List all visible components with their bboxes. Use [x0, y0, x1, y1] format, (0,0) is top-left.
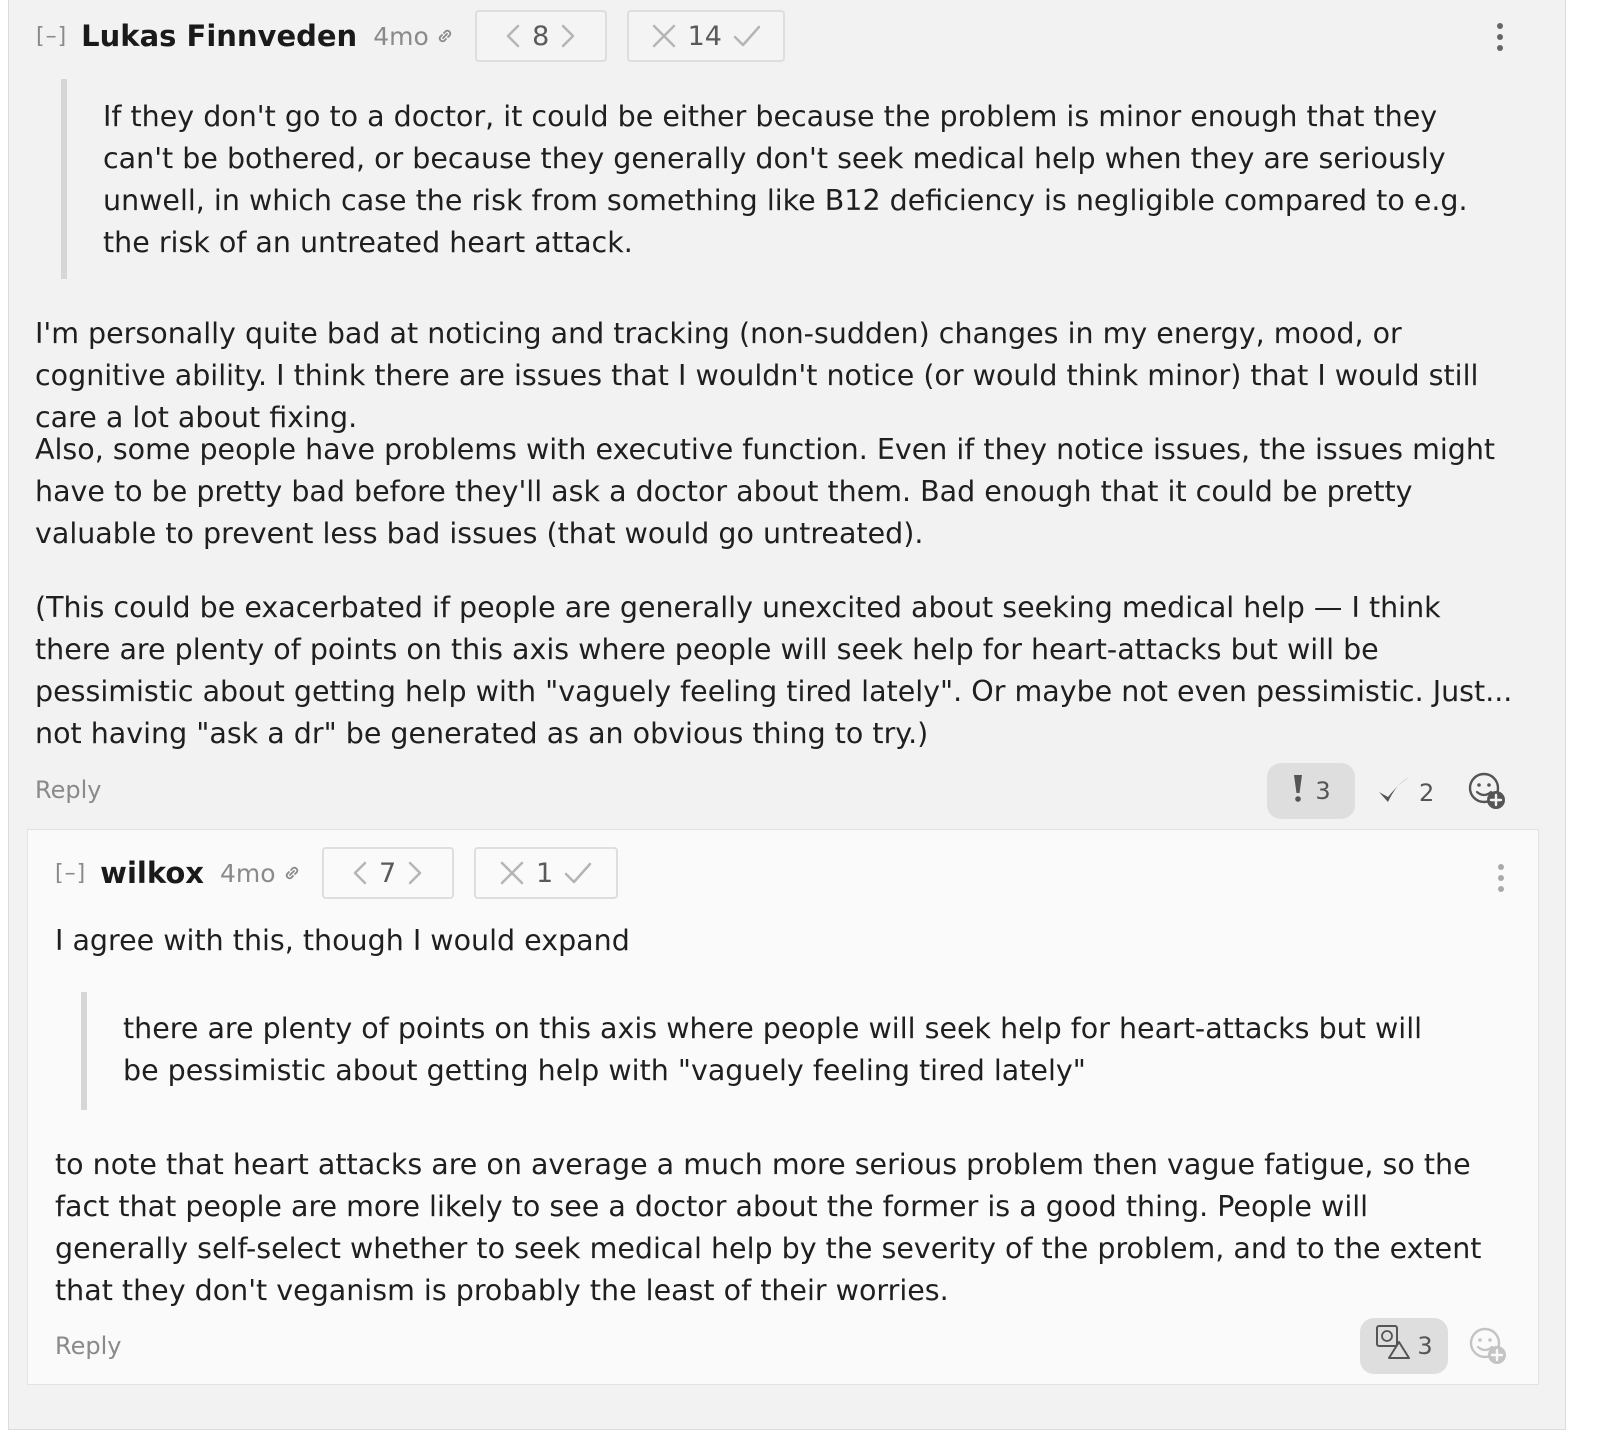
comment-author[interactable]: Lukas Finnveden — [81, 19, 358, 53]
collapse-toggle[interactable]: [–] — [55, 860, 87, 886]
comment-header — [55, 847, 618, 899]
shapes-icon — [1375, 1324, 1413, 1368]
comment-age[interactable]: 4mo — [219, 858, 276, 888]
permalink-icon[interactable] — [435, 26, 455, 46]
agree-check-icon[interactable] — [563, 859, 593, 887]
blockquote — [61, 79, 1481, 279]
add-reaction-icon[interactable] — [1467, 771, 1507, 815]
reply-intro: I agree with this, though I would expand — [55, 924, 630, 957]
downvote-chevron-left-icon[interactable] — [351, 860, 369, 886]
comment-age[interactable]: 4mo — [373, 21, 429, 51]
karma-vote — [322, 847, 454, 899]
comment-author[interactable]: wilkox — [100, 856, 204, 890]
quote-text: there are plenty of points on this axis where people will seek help for heart-attacks but will be pessimistic about getting help with "vaguely feeling tired lately" — [123, 1012, 1423, 1087]
reply-comment — [27, 829, 1539, 1385]
comment — [9, 0, 1565, 849]
comment-menu-icon[interactable] — [1497, 23, 1503, 51]
comment-header — [36, 10, 785, 62]
reaction-shapes[interactable] — [1360, 1318, 1448, 1374]
check-icon — [1377, 775, 1411, 811]
agreement-vote — [474, 847, 618, 899]
disagree-x-icon[interactable] — [650, 22, 678, 50]
reply-body: to note that heart attacks are on average a much more serious problem then vague fatigue, so the fact that people are more likely to see a doctor about the former is a good thing. People will generally self-select whether to seek medical help by the severity of the problem, and to the extent that they don't veganism is probably the least of their worries. — [55, 1148, 1482, 1307]
agree-check-icon[interactable] — [732, 22, 762, 50]
karma-score: 7 — [378, 857, 397, 889]
agreement-vote — [627, 10, 785, 62]
page-right-edge — [1566, 0, 1600, 1442]
add-reaction-icon[interactable] — [1468, 1326, 1508, 1370]
reaction-count: 2 — [1419, 779, 1435, 807]
agreement-score: 1 — [535, 857, 554, 889]
upvote-chevron-right-icon[interactable] — [406, 860, 424, 886]
disagree-x-icon[interactable] — [498, 859, 526, 887]
comment-menu-icon[interactable] — [1498, 864, 1504, 892]
comment-thread — [8, 0, 1566, 1430]
collapse-toggle[interactable]: [–] — [36, 23, 68, 49]
reply-button[interactable]: Reply — [35, 776, 102, 804]
karma-vote — [475, 10, 607, 62]
downvote-chevron-left-icon[interactable] — [504, 23, 522, 49]
comment-paragraph: I'm personally quite bad at noticing and tracking (non-sudden) changes in my energy, mood, or cognitive ability. I think there are issues that I wouldn't notice (or would think minor) that I would still care a lot about fixing. — [35, 317, 1479, 434]
karma-score: 8 — [532, 20, 550, 52]
quote-text: If they don't go to a doctor, it could be either because the problem is minor enough that they can't be bothered, or because they generally don't seek medical help when they are seriously unwell, in which case the risk from something like B12 deficiency is negligible compared to e.g. the risk of an untreated heart attack. — [103, 100, 1468, 259]
reply-button[interactable]: Reply — [55, 1332, 122, 1360]
upvote-chevron-right-icon[interactable] — [559, 23, 577, 49]
reaction-exclamation[interactable] — [1267, 763, 1355, 819]
comment-paragraph: Also, some people have problems with executive function. Even if they notice issues, the issues might have to be pretty bad before they'll ask a doctor about them. Bad enough that it could be pretty valuable to prevent less bad issues (that would go untreated). — [35, 433, 1496, 550]
exclamation-icon — [1291, 773, 1305, 809]
blockquote — [81, 992, 1461, 1110]
permalink-icon[interactable] — [282, 863, 302, 883]
reaction-count: 3 — [1315, 777, 1331, 805]
reaction-check[interactable] — [1377, 775, 1434, 811]
reaction-count: 3 — [1417, 1332, 1433, 1360]
agreement-score: 14 — [687, 20, 722, 52]
comment-paragraph: (This could be exacerbated if people are generally unexcited about seeking medical help — I think there are plenty of points on this axis where people will seek help for heart-attacks but will be pessimistic about getting help with "vaguely feeling tired lately". Or maybe not even pessimistic. Just... not having "ask a dr" be generated as an obvious thing to try.) — [35, 591, 1513, 750]
